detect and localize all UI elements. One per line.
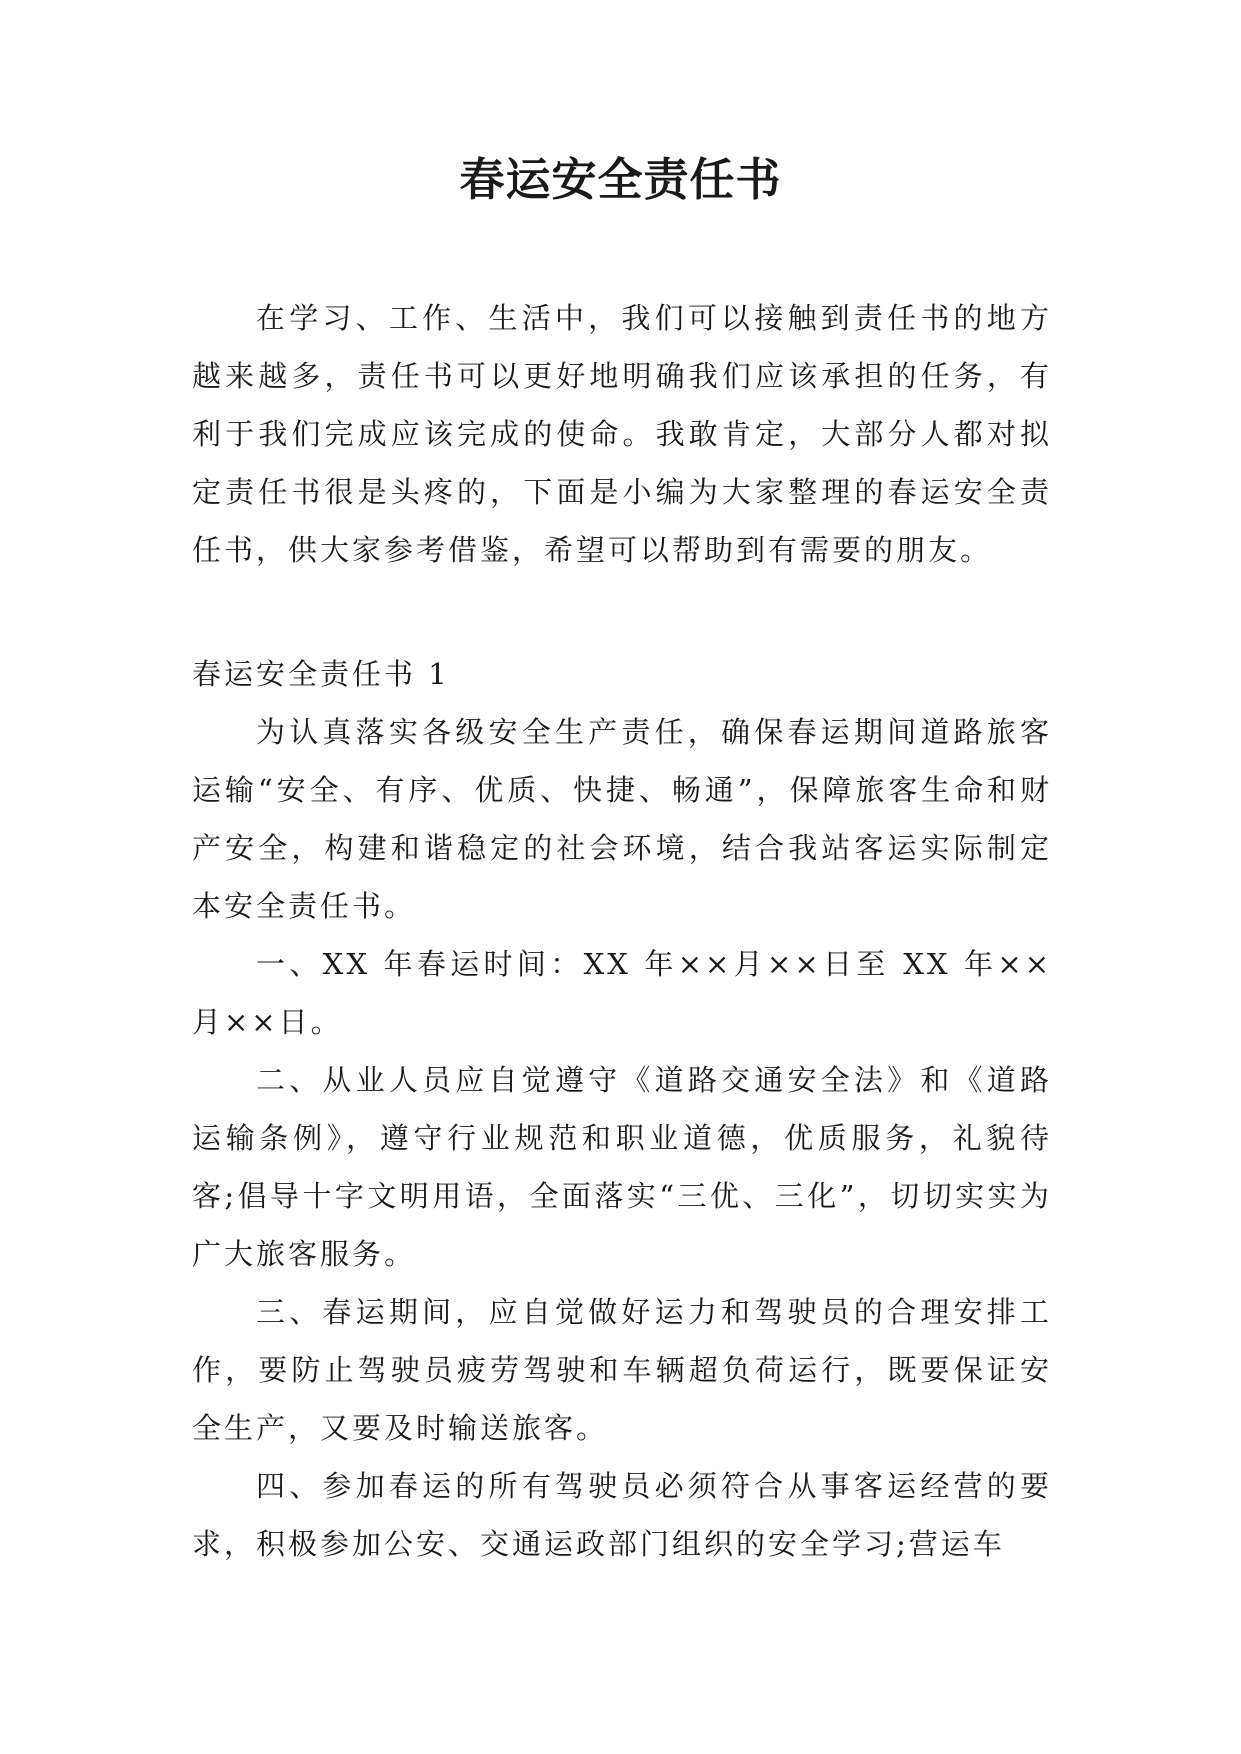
intro-paragraph: 在学习、工作、生活中，我们可以接触到责任书的地方越来越多，责任书可以更好地明确我们应该承担的任务，有利于我们完成应该完成的使命。我敢肯定，大部分人都对拟定责任书很是头疼的，下面是小编为大家整理的春运安全责任书，供大家参考借鉴，希望可以帮助到有需要的朋友。 <box>192 301 1052 567</box>
section-1 <box>192 645 1052 1573</box>
section-heading: 春运安全责任书 1 <box>192 657 450 691</box>
paragraph-5: 四、参加春运的所有驾驶员必须符合从事客运经营的要求，积极参加公安、交通运政部门组织的安全学习;营运车 <box>192 1469 1052 1561</box>
paragraph-3: 二、从业人员应自觉遵守《道路交通安全法》和《道路运输条例》，遵守行业规范和职业道德，优质服务，礼貌待客;倡导十字文明用语，全面落实“三优、三化”，切切实实为广大旅客服务。 <box>192 1063 1052 1271</box>
paragraph-2: 一、XX 年春运时间：XX 年××月××日至 XX 年××月××日。 <box>192 947 1052 1039</box>
document-title: 春运安全责任书 <box>459 153 782 206</box>
paragraph-1: 为认真落实各级安全生产责任，确保春运期间道路旅客运输“安全、有序、优质、快捷、畅通”，保障旅客生命和财产安全，构建和谐稳定的社会环境，结合我站客运实际制定本安全责任书。 <box>192 715 1052 923</box>
paragraph-4: 三、春运期间，应自觉做好运力和驾驶员的合理安排工作，要防止驾驶员疲劳驾驶和车辆超负荷运行，既要保证安全生产，又要及时输送旅客。 <box>192 1295 1052 1445</box>
